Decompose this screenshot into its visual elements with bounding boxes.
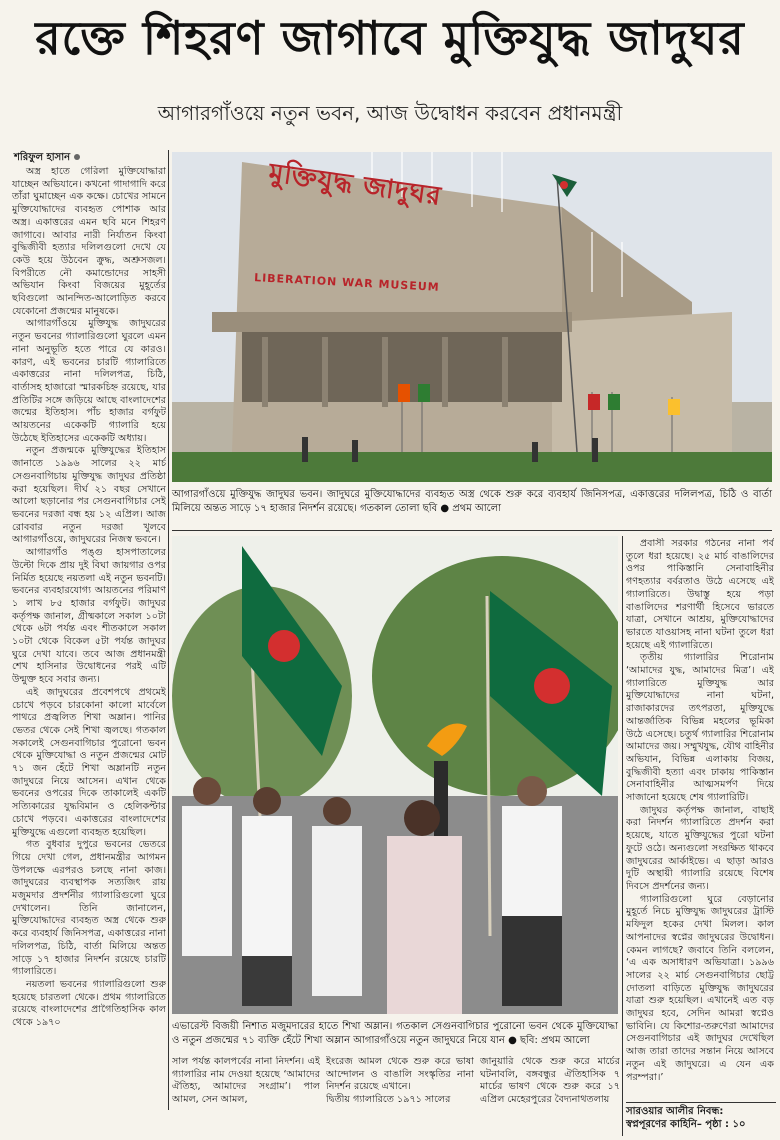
paragraph: গ্যালারিগুলো ঘুরে বেড়ানোর মুহূর্তে নিচে মুক্তিযুদ্ধ জাদুঘরের ট্রাস্টি মফিদুল হকের দেখা মিলল। কাল আপনাদের স্বপ্নের জাদুঘরের উদ্বোধন। কেমন লাগছে? জবাবে তিনি বললেন, ‘এ এক অসাধারণ অভিযাত্রা। ১৯৯৬ সালের ২২ মার্চ সেগুনবাগিচার ছোট্ট দোতলা বাড়িতে মুক্তিযুদ্ধ জাদুঘরের যাত্রা শুরু হয়েছিল। এখানেই এত বড় জাদুঘর হবে, সেদিন আমরা স্বপ্নেও ভাবিনি। যে কিশোর-তরুণেরা আমাদের সেগুনবাগিচার এই জাদুঘর দেখেছিল আজ তারা তাদের সন্তান নিয়ে আসবে নতুন এই জাদুঘরে। এ যেন এক পরম্পরা।’ [626, 893, 774, 1083]
museum-sign-bangla: মুক্তিযুদ্ধ জাদুঘর [266, 158, 444, 212]
paragraph: আগারগাঁও পঙ্গু হাসপাতালের উল্টো দিকে প্রায় দুই বিঘা জায়গার ওপর নির্মিত হয়েছে নয়তলা এই নতুন ভবনটি। ভবনের ব্যবহারযোগ্য আয়তনের পরিমাণ ১ লাখ ৮৫ হাজার বর্গফুট। জাদুঘর কর্তৃপক্ষ জানাল, গ্রীষ্মকালে সকাল ১০টা থেকে ৬টা পর্যন্ত এবং শীতকালে সকাল ১০টা থেকে বিকেল ৫টা পর্যন্ত জাদুঘর ঘুরে দেখা যাবে। তবে আজ প্রধানমন্ত্রী শেখ হাসিনার উদ্বোধনের পরই এটি উন্মুক্ত হবে সবার জন্য। [12, 547, 166, 686]
column-divider [168, 150, 169, 1110]
byline [14, 150, 80, 167]
paragraph: নতুন প্রজন্মকে মুক্তিযুদ্ধের ইতিহাস জানাতে ১৯৯৬ সালের ২২ মার্চ সেগুনবাগিচায় মুক্তিযুদ্ধ জাদুঘর প্রতিষ্ঠা করা হয়েছিল। দীর্ঘ ২১ বছর সেখানে আলো ছড়ানোর পর সেগুনবাগিচার সেই ভবনের দরজা বন্ধ হয় ১২ এপ্রিল। আজ রোববার নতুন দরজা খুলবে আগারগাঁওয়ে, জাদুঘরের নিজস্ব ভবনে। [12, 445, 166, 546]
paragraph: নয়তলা ভবনের গ্যালারিগুলো শুরু হয়েছে চারতলা থেকে। প্রথম গ্যালারিতে রয়েছে বাংলাদেশের প্রাগৈতিহাসিক কাল থেকে ১৯৭০ [12, 979, 166, 1029]
subheadline: আগারগাঁওয়ে নতুন ভবন, আজ উদ্বোধন করবেন প্রধানমন্ত্রী [157, 101, 623, 125]
paragraph: অস্ত্র হাতে গেরিলা মুক্তিযোদ্ধারা যাচ্ছেন অভিযানে। কখনো গাদাগাদি করে তাঁরা ঘুমাচ্ছেন এক কক্ষে। চোখের সামনে মুক্তিযোদ্ধাদের ব্যবহৃত পোশাক আর অস্ত্র। একাত্তরের এমন ছবি মনে শিহরণ জাগাবে। আবার নারী নির্যাতন কিংবা বুদ্ধিজীবী হত্যার দলিলগুলো দেখে যে কেউ হয়ে উঠবেন ক্রুদ্ধ, অশ্রুসজল। বিপরীতে নৌ কমান্ডোদের সাহসী অভিযান কিংবা বিজয়ের মুহূর্তের ছবিগুলো আনন্দিত-আলোড়িত করবে যেকোনো প্রজন্মের মানুষকে। [12, 166, 166, 317]
bottom-column-2: ইংরেজ আমল থেকে শুরু করে ভাষা আন্দোলন ও বাঙালি সংস্কৃতির নানা নিদর্শন রয়েছে এখানে। দ্বিতীয় গ্যালারিতে ১৯৭১ সালের [326, 1056, 474, 1106]
byline-dot-icon [74, 154, 80, 160]
crossref-author: সারওয়ার আলীর নিবন্ধ: [626, 1106, 724, 1117]
museum-building-photo [172, 152, 772, 482]
cross-reference-box [626, 1102, 776, 1131]
paragraph: এই জাদুঘরের প্রবেশপথে প্রথমেই চোখে পড়বে চারকোনা কালো মার্বেলে পাথরে প্রজ্বলিত শিখা অম্লান। পানির ভেতর থেকে সেই শিখা জ্বলছে। গতকাল সকালেই সেগুনবাগিচার পুরোনো ভবন থেকে মুক্তিযোদ্ধা ও নতুন প্রজন্মের মোট ৭১ জন হেঁটে শিখা অম্লানটি নতুন জাদুঘরে নিয়ে আসেন। এখান থেকে ভবনের ওপরের দিকে তাকালেই একটি সত্যিকারের যুদ্ধবিমান ও হেলিকপ্টার চোখে পড়বে। একাত্তরের বাংলাদেশের মুক্তিযুদ্ধে এগুলো ব্যবহৃত হয়েছিল। [12, 686, 166, 838]
bottom-column-1: সাল পর্যন্ত কালপর্বের নানা নিদর্শন। এই গ্যালারির নাম দেওয়া হয়েছে ‘আমাদের ঐতিহ্য, আমাদের সংগ্রাম’। পাল আমল, সেন আমল, [172, 1056, 320, 1106]
paragraph: গত বুধবার দুপুরে ভবনের ভেতরে গিয়ে দেখা গেল, প্রধানমন্ত্রীর আগমন উপলক্ষে এরপরও চলছে নানা কাজ। জাদুঘরের ব্যবস্থাপক সত্যজিৎ রায় মজুমদার প্রদর্শনীর গ্যালারিগুলো ঘুরে দেখালেন। তিনি জানালেন, মুক্তিযোদ্ধাদের ব্যবহৃত অস্ত্র থেকে শুরু করে ব্যবহার্য জিনিসপত্র, একাত্তরের নানা দলিলপত্র, চিঠি, বার্তা মিলিয়ে অন্তত সাড়ে ১৭ হাজার নিদর্শন রয়েছে চারটি গ্যালারিতে। [12, 839, 166, 978]
paragraph: তৃতীয় গ্যালারির শিরোনাম ‘আমাদের যুদ্ধ, আমাদের মিত্র’। এই গ্যালারিতে মুক্তিযুদ্ধ আর মুক্তিযোদ্ধাদের নানা ঘটনা, রাজাকারদের তৎপরতা, মুক্তিযুদ্ধে আন্তর্জাতিক বিভিন্ন মহলের ভূমিকা উঠে এসেছে। চতুর্থ গ্যালারির শিরোনাম আমাদের জয়। সম্মুখযুদ্ধ, যৌথ বাহিনীর অভিযান, বিভিন্ন এলাকায় বিজয়, বুদ্ধিজীবী হত্যা এবং ঢাকায় পাকিস্তান সেনাবাহিনীর আত্মসমর্পণ দিয়ে সাজানো হয়েছে শেষ গ্যালারিটি। [626, 652, 774, 804]
paragraph: আগারগাঁওয়ে মুক্তিযুদ্ধ জাদুঘরের নতুন ভবনের গ্যালারিগুলো ঘুরলে এমন নানা অনুভূতি হতে পারে যে কারও। কারণ, এই ভবনের চারটি গ্যালারিতে একাত্তরের নানা দলিলপত্র, চিঠি, বার্তাসহ হাজারো স্মারকচিহ্ন রয়েছে, যার প্রতিটির সঙ্গে জড়িয়ে আছে বাংলাদেশের জন্মের ইতিহাস। পাঁচ হাজার বর্গফুট আয়তনের একেকটি গ্যালারি হয়ে উঠেছে ইতিহাসের একেকটি অধ্যায়। [12, 318, 166, 444]
headline: রক্তে শিহরণ জাগাবে মুক্তিযুদ্ধ জাদুঘর [35, 11, 745, 65]
museum-building-illustration [172, 152, 772, 482]
bottom-column-3: জানুয়ারি থেকে শুরু করে মার্চের ঘটনাবলি, বঙ্গবন্ধুর ঐতিহাসিক ৭ মার্চের ভাষণ থেকে শুরু করে ১৭ এপ্রিল মেহেরপুরের বৈদ্যনাথতলায় [480, 1056, 620, 1106]
crossref-title: স্বপ্নপূরণের কাহিনি– পৃষ্ঠা : ১০ [626, 1119, 746, 1130]
museum-sign-english: LIBERATION WAR MUSEUM [253, 271, 440, 294]
photo-caption-bottom: এভারেস্ট বিজয়ী নিশাত মজুমদারের হাতে শিখা অম্লান। গতকাল সেগুনবাগিচার পুরোনো ভবন থেকে মুক্তিযোদ্ধা ও নতুন প্রজন্মের ৭১ ব্যক্তি হেঁটে শিখা অম্লান আগারগাঁওয়ে নতুন জাদুঘরে নিয়ে যান ● ছবি: প্রথম আলো [172, 1021, 618, 1046]
torch-procession-illustration [172, 536, 618, 1014]
section-divider [172, 530, 772, 531]
paragraph: প্রবাসী সরকার গঠনের নানা পর্ব তুলে ধরা হয়েছে। ২৫ মার্চ বাঙালিদের ওপর পাকিস্তানি সেনাবাহিনীর গণহত্যার বর্বরতাও উঠে এসেছে এই গ্যালারিতে। উদ্বাস্তু হয়ে পড়া বাঙালিদের শরণার্থী হিসেবে ভারতে যাত্রা, সেখানে আশ্রয়, মুক্তিযোদ্ধাদের ভারতে যাওয়াসহ নানা ঘটনা তুলে ধরা হয়েছে এই গ্যালারিতে। [626, 538, 774, 651]
byline-author: শরিফুল হাসান [14, 152, 71, 163]
left-column [12, 166, 166, 1110]
column-divider [622, 536, 623, 1136]
photo-caption-top: আগারগাঁওয়ে মুক্তিযুদ্ধ জাদুঘর ভবন। জাদুঘরে মুক্তিযোদ্ধাদের ব্যবহৃত অস্ত্র থেকে শুরু করে ব্যবহার্য জিনিসপত্র, একাত্তরের দলিলপত্র, চিঠি ও বার্তা মিলিয়ে অন্তত সাড়ে ১৭ হাজার নিদর্শন রয়েছে। গতকাল তোলা ছবি ● প্রথম আলো [172, 489, 772, 514]
right-column [626, 538, 774, 1098]
torch-procession-photo [172, 536, 618, 1014]
paragraph: জাদুঘর কর্তৃপক্ষ জানাল, বাছাই করা নিদর্শন গ্যালারিতে প্রদর্শন করা হয়েছে, যাতে মুক্তিযুদ্ধের পুরো ঘটনা ফুটে ওঠে। অন্যগুলো সংরক্ষিত থাকবে জাদুঘরের আর্কাইভে। এ ছাড়া আরও দুটি অস্থায়ী গ্যালারি রয়েছে বিশেষ দিবসে প্রদর্শনের জন্য। [626, 804, 774, 892]
